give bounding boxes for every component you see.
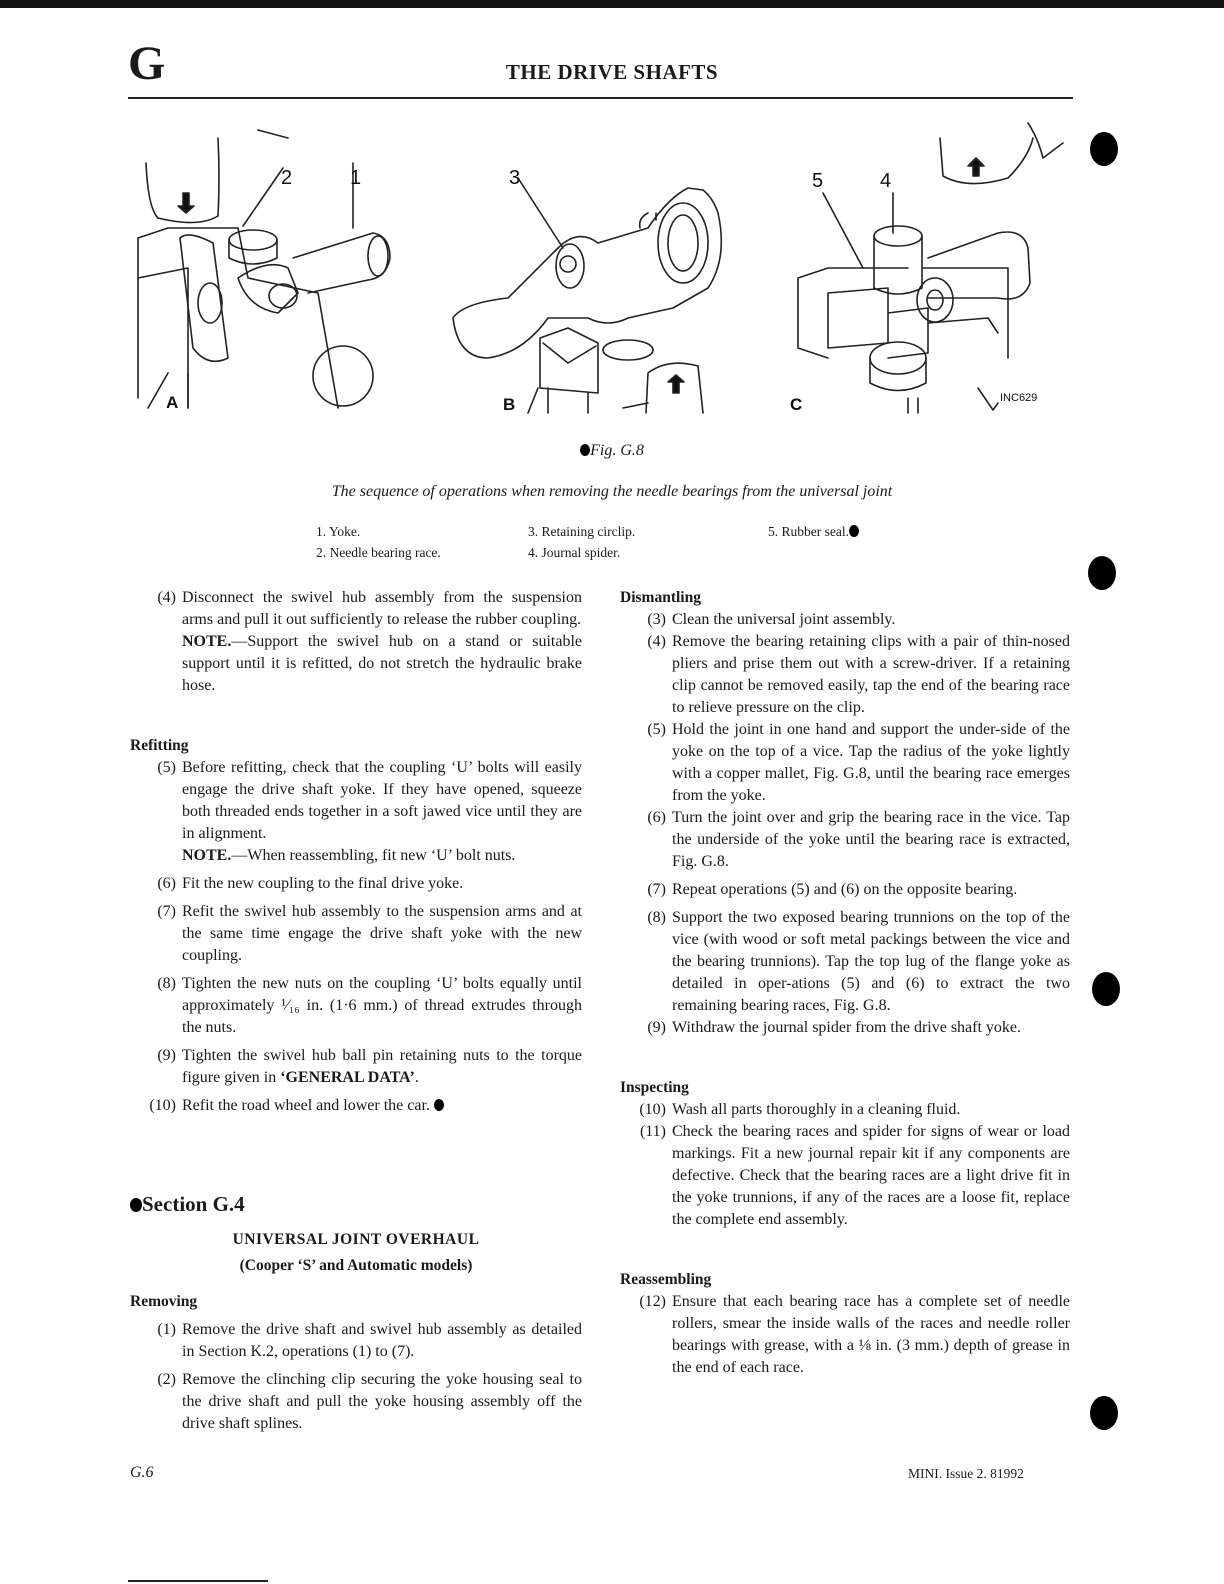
operation-item: (9) Tighten the swivel hub ball pin retaining nuts to the torque figure given in ‘GENERAL DATA’. (157, 1047, 582, 1086)
panel-label-a: A (166, 393, 179, 412)
top-border (0, 0, 1224, 8)
amendment-marker (1090, 132, 1118, 166)
operation-item: (10) Refit the road wheel and lower the car. (130, 1095, 582, 1117)
figure-description: The sequence of operations when removing the needle bearings from the universal joint (331, 483, 893, 500)
left-column (130, 587, 582, 1435)
figure-ref-code: INC629 (1000, 392, 1038, 404)
operation-item: (5) Hold the joint in one hand and support the under-side of the yoke on the top of a vice. Tap the radius of the yoke lightly with a copper mallet, Fig. G.8, until the bearing race emerges from the yoke. (647, 721, 1070, 804)
legend-item: 2. Needle bearing race. (316, 545, 441, 560)
operation-item: (11) Check the bearing races and spider for signs of wear or load markings. Fit a new journal repair kit if any components are defective. Check that the bearing races are a light drive fit in the yoke trunnions, if any of the races are a loose fit, replace the complete end assembly. (639, 1123, 1070, 1228)
amendment-marker (1088, 556, 1116, 590)
operation-item: (9) Withdraw the journal spider from the drive shaft yoke. (647, 1019, 1022, 1036)
legend-item: 4. Journal spider. (528, 545, 621, 560)
legend-item: 3. Retaining circlip. (528, 524, 636, 539)
operation-item: (8) Tighten the new nuts on the coupling ‘U’ bolts equally until approximately ¹⁄₁₆ in. (1·6 mm.) of thread extrudes through the nuts. (157, 975, 582, 1036)
amendment-bullet (580, 444, 590, 456)
operation-item: (4) Disconnect the swivel hub assembly from the suspension arms and pull it out sufficiently to release the rubber coupling. (157, 589, 582, 628)
operation-item: (4) Remove the bearing retaining clips with a pair of thin-nosed pliers and prise them out with a screw-driver. If a retaining clip cannot be removed easily, tap the end of the bearing race to relieve pressure on the clip. (647, 633, 1070, 716)
operation-item: (12) Ensure that each bearing race has a complete set of needle rollers, smear the inside walls of the races and needle roller bearings with grease, with a ⅛ in. (3 mm.) depth of grease in the end of each race. (639, 1293, 1070, 1376)
note: NOTE.—When reassembling, fit new ‘U’ bolt nuts. (182, 847, 516, 864)
figure-caption: Fig. G.8 (0, 442, 1224, 460)
amendment-bullet (434, 1099, 444, 1111)
amendment-bullet (130, 1198, 142, 1212)
callout-5: 5 (812, 170, 824, 192)
section-heading: Section G.4 (130, 1193, 582, 1215)
callout-4: 4 (880, 170, 892, 192)
amendment-marker (1092, 972, 1120, 1006)
amendment-bullet (849, 525, 859, 537)
chapter-letter: G (128, 37, 166, 90)
subheading-reassembling: Reassembling (620, 1271, 712, 1288)
section-subtitle: (Cooper ‘S’ and Automatic models) (239, 1257, 473, 1274)
figure-legend (768, 521, 859, 542)
header-rule (128, 97, 1073, 99)
legend-item: 5. Rubber seal. (768, 521, 859, 542)
operation-item: (2) Remove the clinching clip securing the yoke housing seal to the drive shaft and pull the yoke housing assembly off the drive shaft splines. (157, 1371, 582, 1432)
operation-item: (7) Repeat operations (5) and (6) on the opposite bearing. (647, 881, 1018, 898)
operation-item: (6) Fit the new coupling to the final drive yoke. (157, 875, 464, 892)
figure-legend (528, 521, 635, 563)
operation-item: (8) Support the two exposed bearing trunnions on the top of the vice (with wood or soft metal packings between the vice and the bearing trunnions). Tap the top lug of the flange yoke as detailed in oper-ations (5) and (6) to extract the two remaining bearing races, Fig. G.8. (647, 909, 1070, 1014)
issue-reference: MINI. Issue 2. 81992 (908, 1466, 1024, 1481)
operation-item: (5) Before refitting, check that the coupling ‘U’ bolts will easily engage the drive shaft yoke. If they have opened, squeeze both threaded ends together in a soft jawed vice until they are in alignment. (157, 759, 582, 842)
operation-item: (1) Remove the drive shaft and swivel hub assembly as detailed in Section K.2, operations (1) to (7). (157, 1321, 582, 1360)
right-column (620, 587, 1070, 1379)
callout-2: 2 (281, 167, 293, 189)
panel-b (453, 178, 721, 413)
subheading-removing: Removing (130, 1293, 198, 1310)
legend-item: 1. Yoke. (316, 524, 361, 539)
subheading-dismantling: Dismantling (620, 589, 701, 606)
amendment-marker (1090, 1396, 1118, 1430)
figure-illustration (128, 118, 1073, 423)
page-title: THE DRIVE SHAFTS (505, 60, 719, 84)
page-number: G.6 (130, 1464, 154, 1481)
operation-item: (3) Clean the universal joint assembly. (647, 611, 896, 628)
operation-item: (6) Turn the joint over and grip the bearing race in the vice. Tap the underside of the yoke until the bearing race is extracted, Fig. G.8. (647, 809, 1070, 870)
panel-label-c: C (790, 395, 803, 414)
subheading-inspecting: Inspecting (620, 1079, 689, 1096)
callout-3: 3 (509, 167, 521, 189)
subheading-refitting: Refitting (130, 737, 189, 754)
operation-item: (10) Wash all parts thoroughly in a cleaning fluid. (639, 1101, 961, 1118)
figure-legend (316, 521, 441, 563)
callout-1: 1 (350, 167, 362, 189)
operation-item: (7) Refit the swivel hub assembly to the suspension arms and at the same time engage the drive shaft yoke with the new coupling. (157, 903, 582, 964)
bottom-rule (128, 1580, 268, 1582)
panel-label-b: B (503, 395, 516, 414)
note: NOTE.—Support the swivel hub on a stand or suitable support until it is refitted, do not stretch the hydraulic brake hose. (182, 633, 582, 694)
panel-c (798, 123, 1063, 413)
section-title: UNIVERSAL JOINT OVERHAUL (232, 1231, 480, 1248)
